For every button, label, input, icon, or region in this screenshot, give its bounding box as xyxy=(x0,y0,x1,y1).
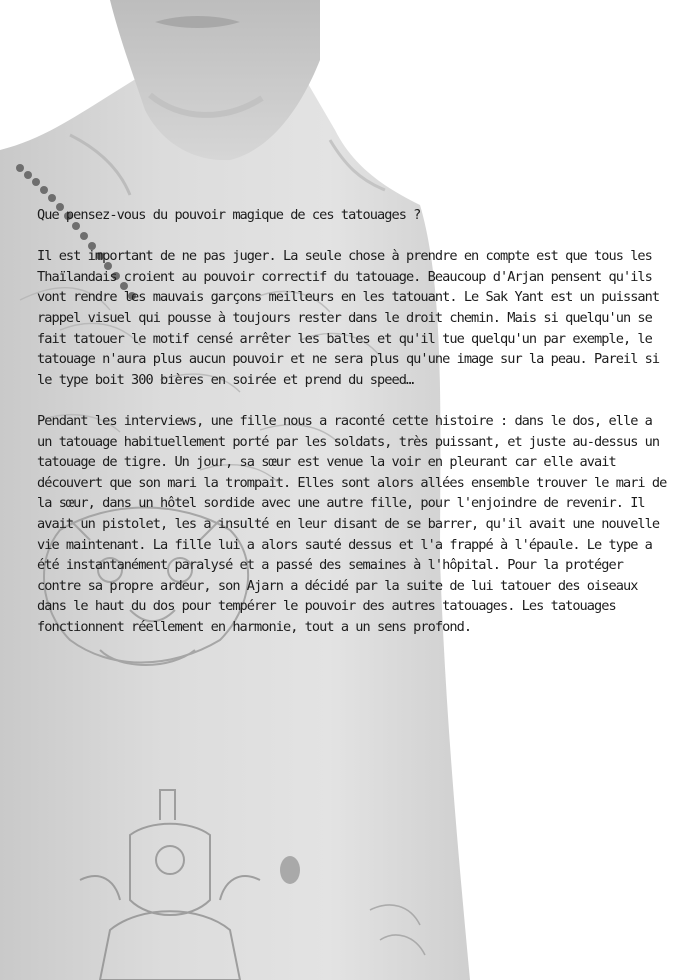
article-paragraph-1: Il est important de ne pas juger. La seule chose à prendre en compte est que tous les Thaïlandais croient au pouvoir correctif du tatouage. Beaucoup d'Arjan pensent qu'ils vont rendre les mauvais garçons meilleurs en les tatouant. Le Sak Yant est un puissant rappel visuel qui pousse à toujours rester dans le droit chemin. Mais si quelqu'un se fait tatouer le motif censé arrêter les balles et qu'il tue quelqu'un par exemple, le tatouage n'aura plus aucun pouvoir et ne sera plus qu'une image sur la peau. Pareil si le type boit 300 bières en soirée et prend du speed… xyxy=(37,248,660,388)
article-question: Que pensez-vous du pouvoir magique de ces tatouages ? xyxy=(37,207,421,223)
article-paragraph-2: Pendant les interviews, une fille nous a raconté cette histoire : dans le dos, elle a un tatouage habituellement porté par les soldats, très puissant, et juste au-dessus un tatouage de tigre. Un jour, sa sœur est venue la voir en pleurant car elle avait découvert que son mari la trompait. Elles sont alors allées ensemble trouver le mari de la sœur, dans un hôtel sordide avec une autre fille, pour l'enjoindre de revenir. Il avait un pistolet, les a insulté en leur disant de se barrer, qu'il avait une nouvelle vie maintenant. La fille lui a alors sauté dessus et l'a frappé à l'épaule. Le type a été instantanément paralysé et a passé des semaines à l'hôpital. Pour la protéger contre sa propre ardeur, son Ajarn a décidé par la suite de lui tatouer des oiseaux dans le haut du dos pour tempérer le pouvoir des autres tatouages. Les tatouages fonctionnent réellement en harmonie, tout a un sens profond. xyxy=(37,412,667,635)
article-text xyxy=(37,205,667,658)
belly-button xyxy=(280,856,300,884)
